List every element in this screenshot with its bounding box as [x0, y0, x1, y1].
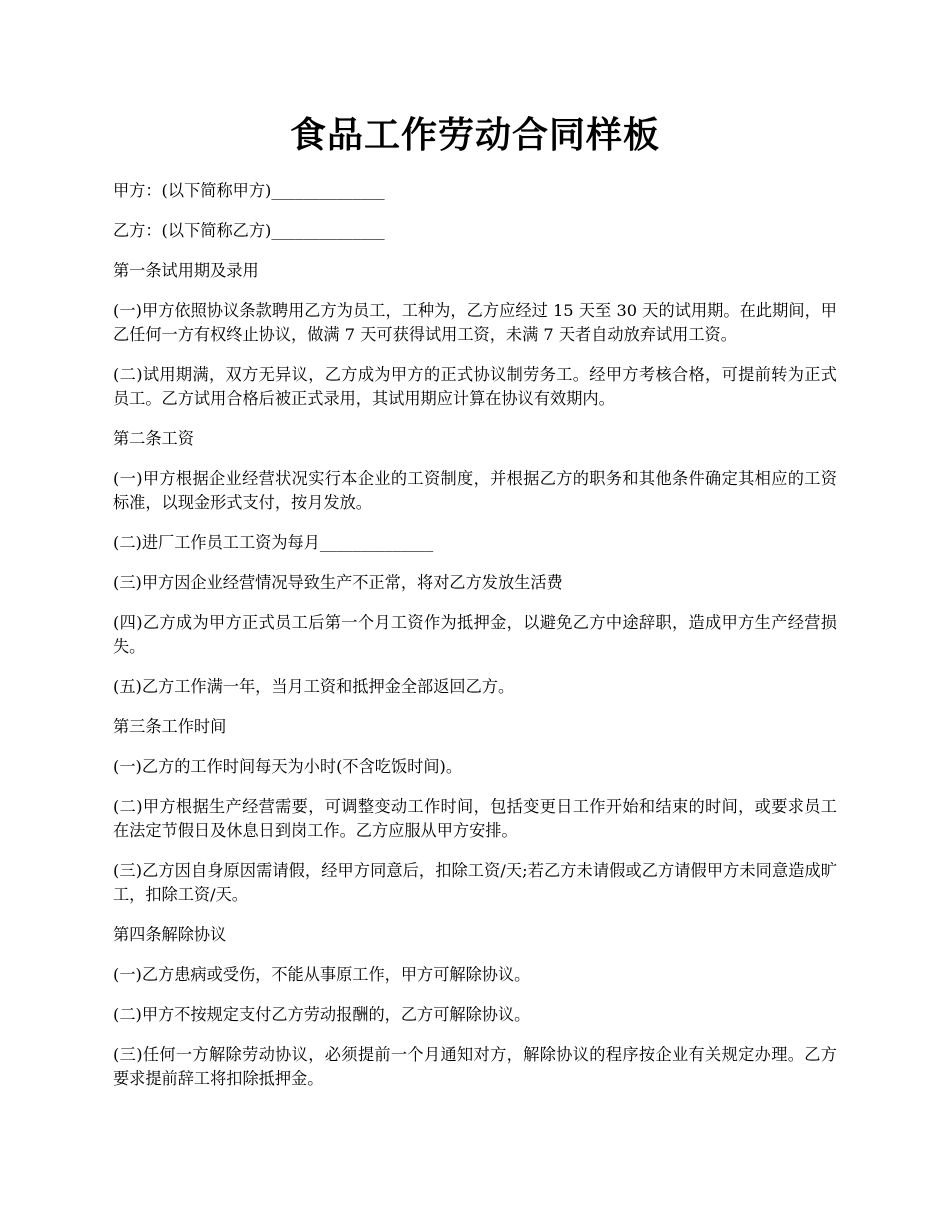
document-title: 食品工作劳动合同样板 — [289, 114, 660, 156]
article-2-clause-3: (三)甲方因企业经营情况导致生产不正常，将对乙方发放生活费 — [113, 573, 563, 592]
article-4-clause-1: (一)乙方患病或受伤，不能从事原工作，甲方可解除协议。 — [113, 965, 531, 984]
article-4-clause-2: (二)甲方不按规定支付乙方劳动报酬的，乙方可解除协议。 — [113, 1005, 531, 1024]
party-b-line: 乙方：(以下简称乙方)______________ — [113, 221, 385, 240]
article-4-heading: 第四条解除协议 — [113, 925, 227, 944]
article-4-clause-3: (三)任何一方解除劳动协议，必须提前一个月通知对方，解除协议的程序按企业有关规定办理。乙方要求提前辞工将扣除抵押金。 — [113, 1045, 837, 1088]
article-2-clause-4: (四)乙方成为甲方正式员工后第一个月工资作为抵押金，以避免乙方中途辞职，造成甲方生产经营损失。 — [113, 613, 837, 656]
article-1-clause-1: (一)甲方依照协议条款聘用乙方为员工，工种为，乙方应经过 15 天至 30 天的试用期。在此期间，甲乙任何一方有权终止协议，做满 7 天可获得试用工资，未满 7 天者自动放弃试用工资。 — [113, 301, 837, 344]
article-2-clause-5: (五)乙方工作满一年，当月工资和抵押金全部返回乙方。 — [113, 677, 515, 696]
article-2-heading: 第二条工资 — [113, 429, 194, 448]
article-1-heading: 第一条试用期及录用 — [113, 261, 259, 280]
article-3-clause-1: (一)乙方的工作时间每天为小时(不含吃饭时间)。 — [113, 757, 463, 776]
article-3-heading: 第三条工作时间 — [113, 717, 227, 736]
article-3-clause-3: (三)乙方因自身原因需请假，经甲方同意后，扣除工资/天;若乙方未请假或乙方请假甲方未同意造成旷工，扣除工资/天。 — [113, 861, 837, 904]
party-a-line: 甲方：(以下简称甲方)______________ — [113, 181, 385, 200]
article-2-clause-1: (一)甲方根据企业经营状况实行本企业的工资制度，并根据乙方的职务和其他条件确定其相应的工资标准，以现金形式支付，按月发放。 — [113, 469, 837, 512]
article-3-clause-2: (二)甲方根据生产经营需要，可调整变动工作时间，包括变更日工作开始和结束的时间，或要求员工在法定节假日及休息日到岗工作。乙方应服从甲方安排。 — [113, 797, 837, 840]
article-1-clause-2: (二)试用期满，双方无异议，乙方成为甲方的正式协议制劳务工。经甲方考核合格，可提前转为正式员工。乙方试用合格后被正式录用，其试用期应计算在协议有效期内。 — [113, 365, 837, 408]
article-2-clause-2: (二)进厂工作员工工资为每月______________ — [113, 533, 434, 552]
